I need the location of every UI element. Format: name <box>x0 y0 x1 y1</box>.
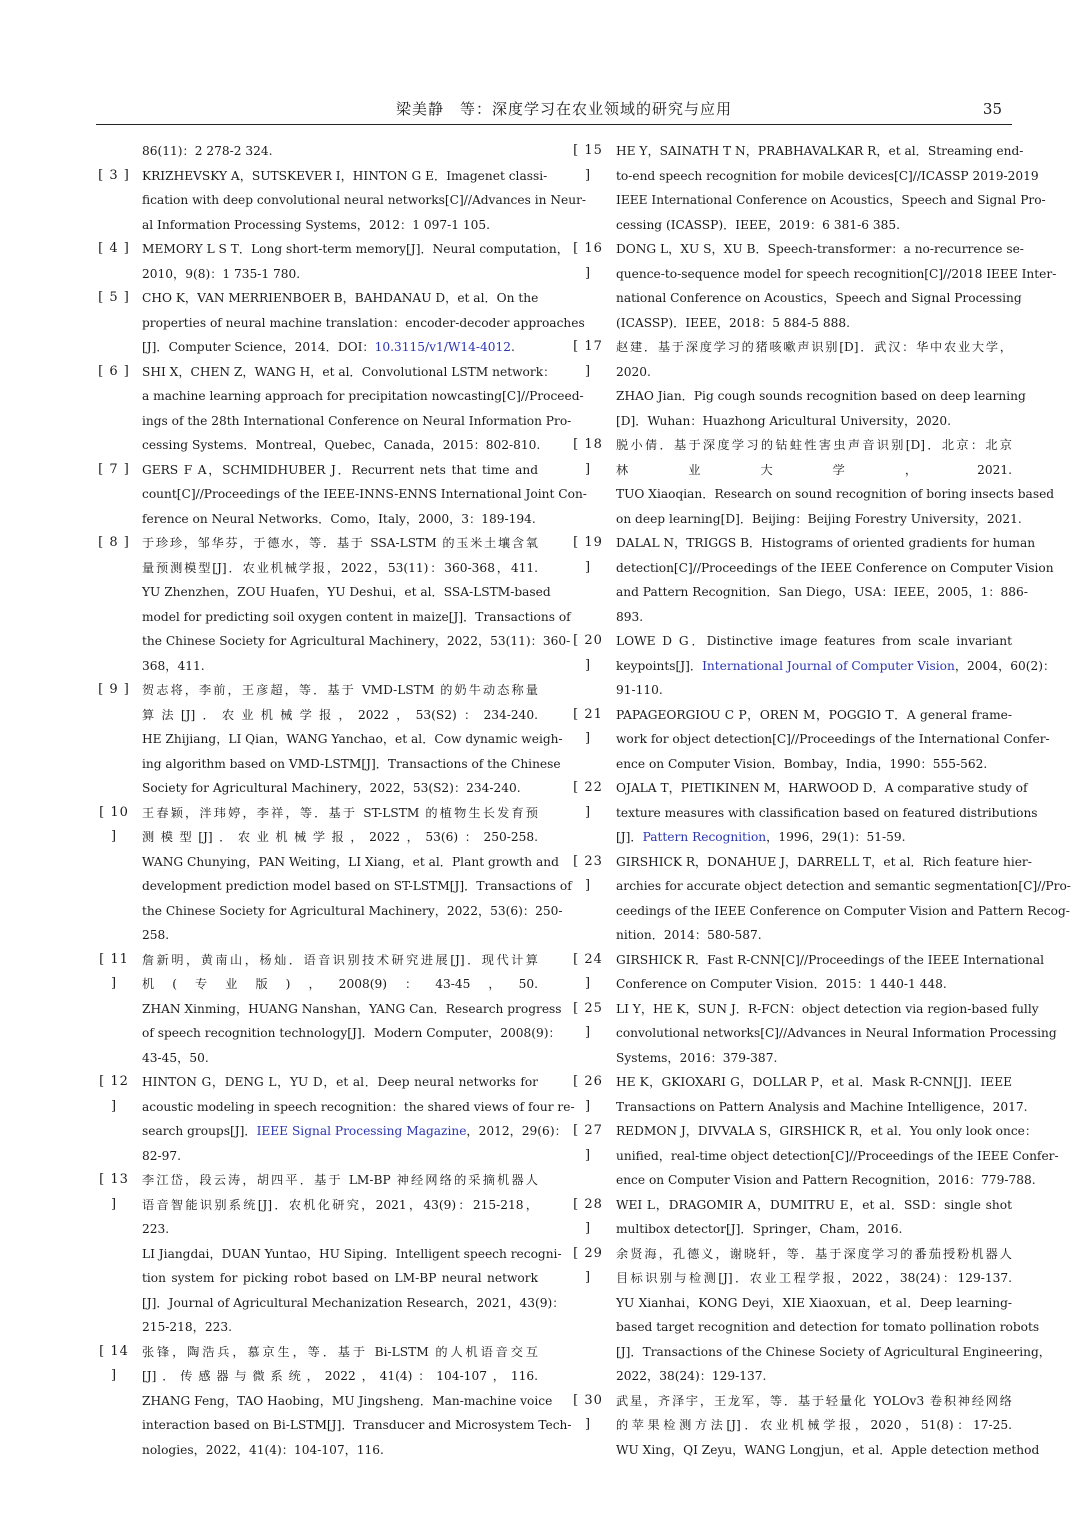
reference-text-line: 脱小倩．基于深度学习的钻蛀性害虫声音识别[D]．北京：北京 <box>616 438 1012 452</box>
reference-entry <box>96 139 538 164</box>
reference-text-line: Conference on Computer Vision．2015：1 440-1 448. <box>616 977 947 991</box>
reference-number: [ 15 ] <box>573 143 603 183</box>
reference-text-line: 91-110. <box>616 683 663 697</box>
reference-text-line: properties of neural machine translation：encoder-decoder approaches <box>142 315 585 330</box>
reference-entry <box>96 1340 572 1463</box>
reference-text-line: 量预测模型[J]．农业机械学报，2022，53(11)：360-368，411. <box>142 560 538 575</box>
reference-text-line: (ICASSP)．IEEE，2018：5 884-5 888. <box>616 315 850 330</box>
reference-text-line: 2020. <box>616 364 651 379</box>
page-header <box>96 96 1012 125</box>
reference-text-line: WANG Chunying，PAN Weiting，LI Xiang，et al．Plant growth and <box>142 854 559 869</box>
reference-text-line: tion system for picking robot based on LM-BP neural network <box>142 1271 538 1285</box>
reference-entry <box>570 335 1026 433</box>
reference-text-line: 的苹果检测方法[J]．农业机械学报，2020，51(8)：17-25. <box>616 1418 1012 1432</box>
reference-number: [ 21 ] <box>573 706 603 746</box>
reference-text-line: 王春颖，泮玮婷，李祥，等．基于 ST-LSTM 的植物生长发育预 <box>142 805 538 820</box>
reference-text-line: [J]．Computer Science，2014．DOI：10.3115/v1/W14-4012. <box>142 340 515 354</box>
reference-text-line: Society for Agricultural Machinery，2022，53(S2)：234-240. <box>142 781 521 795</box>
reference-number: [ 3 ] <box>98 167 130 183</box>
reference-text-line: texture measures with classification based on featured distributions <box>616 805 1038 820</box>
reference-text-line: the Chinese Society for Agricultural Machinery，2022，53(6)：250- <box>142 903 563 918</box>
reference-number: [ 26 ] <box>573 1074 603 1114</box>
reference-text-line: 李江岱，段云涛，胡四平．基于 LM-BP 神经网络的采摘机器人 <box>142 1173 538 1187</box>
reference-text-line: [J]．Journal of Agricultural Mechanization Research，2021，43(9)： <box>142 1295 565 1310</box>
reference-text-line: 43-45，50. <box>142 1050 209 1065</box>
reference-text-line: ZHAO Jian．Pig cough sounds recognition based on deep learning <box>616 389 1026 403</box>
reference-text-line: PAPAGEORGIOU C P，OREN M，POGGIO T．A general frame- <box>616 707 1012 722</box>
reference-entry <box>96 678 563 801</box>
reference-entry <box>96 164 587 238</box>
reference-entry <box>570 1119 1059 1193</box>
reference-text-line: HE K，GKIOXARI G，DOLLAR P，et al．Mask R-CNN[J]．IEEE <box>616 1075 1012 1089</box>
reference-text-line: unified，real-time object detection[C]//Proceedings of the IEEE Confer- <box>616 1148 1059 1163</box>
reference-text-line: development prediction model based on ST-LSTM[J]．Transactions of <box>142 879 572 893</box>
reference-number: [ 22 ] <box>573 780 603 820</box>
reference-text-line: fication with deep convolutional neural networks[C]//Advances in Neur- <box>142 193 587 207</box>
reference-text-line: 82-97. <box>142 1148 182 1163</box>
reference-entry <box>96 1070 575 1168</box>
reference-text-line: SHI X，CHEN Z，WANG H，et al．Convolutional LSTM network： <box>142 364 556 379</box>
reference-number: [ 27 ] <box>573 1123 603 1163</box>
reference-text-line: 张锋，陶浩兵，慕京生，等．基于 Bi-LSTM 的人机语音交互 <box>142 1344 538 1359</box>
reference-text-line: national Conference on Acoustics，Speech and Signal Processing <box>616 291 1022 305</box>
reference-text-line: LOWE D G．Distinctive image features from scale invariant <box>616 634 1012 648</box>
reference-text-line: 詹新明，黄南山，杨灿．语音识别技术研究进展[J]．现代计算 <box>142 952 538 967</box>
references-left-column <box>96 139 587 1462</box>
reference-text-line: the Chinese Society for Agricultural Machinery，2022，53(11)：360- <box>142 634 571 648</box>
reference-text-line: HE Zhijiang，LI Qian，WANG Yanchao，et al．Cow dynamic weigh- <box>142 732 563 746</box>
reference-link[interactable]: IEEE Signal Processing Magazine <box>256 1124 467 1138</box>
reference-number: [ 11 ] <box>99 951 129 991</box>
reference-entry <box>570 139 1046 237</box>
reference-text-line: 目标识别与检测[J]．农业工程学报，2022，38(24)：129-137. <box>616 1271 1012 1285</box>
reference-entry <box>570 850 1071 948</box>
reference-number: [ 6 ] <box>98 363 130 379</box>
reference-text-line: archies for accurate object detection and semantic segmentation[C]//Pro- <box>616 879 1071 893</box>
reference-text-line: HE Y，SAINATH T N，PRABHAVALKAR R，et al．Streaming end- <box>616 144 1024 158</box>
reference-text-line: multibox detector[J]．Springer，Cham，2016. <box>616 1222 903 1236</box>
reference-entry <box>570 531 1054 629</box>
reference-number: [ 24 ] <box>573 951 603 991</box>
reference-entry <box>570 948 1044 997</box>
reference-number: [ 17 ] <box>573 339 603 379</box>
reference-text-line: OJALA T，PIETIKINEN M，HARWOOD D．A comparative study of <box>616 781 1028 795</box>
reference-number: [ 4 ] <box>98 241 130 256</box>
reference-entry <box>96 360 584 458</box>
reference-text-line: YU Zhenzhen，ZOU Huafen，YU Deshui，et al．SSA-LSTM-based <box>142 585 551 599</box>
reference-text-line: 893. <box>616 609 644 624</box>
reference-entry <box>570 433 1055 531</box>
reference-entry <box>570 997 1057 1071</box>
reference-text-line: TUO Xiaoqian．Research on sound recognition of boring insects based <box>616 487 1055 501</box>
reference-number: [ 30 ] <box>573 1392 603 1432</box>
reference-text-line: Systems，2016：379-387. <box>616 1050 778 1065</box>
reference-text-line: IEEE International Conference on Acoustics，Speech and Signal Pro- <box>616 193 1046 207</box>
references-right-column <box>570 139 1071 1462</box>
reference-text-line: 于珍珍，邹华芬，于德水，等．基于 SSA-LSTM 的玉米土壤含氧 <box>142 536 538 550</box>
reference-text-line: LI Jiangdai，DUAN Yuntao，HU Siping．Intelligent speech recogni- <box>142 1246 562 1261</box>
reference-number: [ 7 ] <box>98 461 130 477</box>
reference-number: [ 13 ] <box>99 1172 129 1212</box>
reference-text-line: 368，411. <box>142 658 205 673</box>
reference-text-line: DALAL N，TRIGGS B．Histograms of oriented gradients for human <box>616 536 1036 550</box>
reference-text-line: nition．2014：580-587. <box>616 928 762 942</box>
reference-text-line: DONG L，XU S，XU B．Speech-transformer：a no-recurrence se- <box>616 242 1024 256</box>
reference-text-line: quence-to-sequence model for speech recognition[C]//2018 IEEE Inter- <box>616 266 1057 281</box>
reference-text-line: WU Xing，QI Zeyu，WANG Longjun，et al．Apple detection method <box>616 1442 1040 1457</box>
reference-entry <box>570 629 1056 703</box>
reference-text-line: 223. <box>142 1222 170 1236</box>
reference-entry <box>96 458 587 532</box>
reference-number: [ 8 ] <box>98 535 130 550</box>
reference-text-line: and Pattern Recognition．San Diego，USA：IEEE，2005，1：886- <box>616 585 1028 599</box>
reference-text-line: ZHAN Xinming，HUANG Nanshan，YANG Can．Research progress <box>142 1001 562 1016</box>
reference-text-line: [J]．Pattern Recognition，1996，29(1)：51-59. <box>616 830 906 844</box>
reference-entry <box>96 801 572 948</box>
reference-text-line: ings of the 28th International Conference on Neural Information Pro- <box>142 413 572 428</box>
reference-number: [ 12 ] <box>99 1074 129 1114</box>
reference-text-line: ference on Neural Networks．Como，Italy，2000，3：189-194. <box>142 511 536 526</box>
reference-number: [ 10 ] <box>99 804 129 844</box>
reference-number: [ 5 ] <box>98 290 130 305</box>
reference-text-line: convolutional networks[C]//Advances in Neural Information Processing <box>616 1026 1057 1040</box>
reference-number: [ 20 ] <box>573 633 603 673</box>
reference-number: [ 18 ] <box>573 437 603 477</box>
reference-text-line: 215-218，223. <box>142 1320 232 1334</box>
reference-entry <box>96 948 562 1071</box>
reference-text-line: KRIZHEVSKY A，SUTSKEVER I，HINTON G E．Imagenet classi- <box>142 168 548 183</box>
reference-text-line: based target recognition and detection for tomato pollination robots <box>616 1320 1040 1334</box>
reference-number: [ 16 ] <box>573 241 603 281</box>
reference-text-line: interaction based on Bi-LSTM[J]．Transducer and Microsystem Tech- <box>142 1418 572 1432</box>
reference-entry <box>570 703 1050 777</box>
reference-text-line: al Information Processing Systems，2012：1 097-1 105. <box>142 217 490 232</box>
page-number: 35 <box>982 100 1002 118</box>
reference-text-line: WEI L，DRAGOMIR A，DUMITRU E，et al．SSD：single shot <box>616 1197 1012 1212</box>
reference-entry <box>570 1193 1012 1242</box>
reference-link[interactable]: International Journal of Computer Vision <box>702 658 955 673</box>
reference-text-line: to-end speech recognition for mobile devices[C]//ICASSP 2019-2019 <box>616 168 1039 183</box>
reference-number: [ 28 ] <box>573 1196 603 1236</box>
reference-number: [ 9 ] <box>98 682 130 697</box>
reference-text-line: GIRSHICK R，DONAHUE J，DARRELL T，et al．Rich feature hier- <box>616 854 1032 869</box>
reference-number: [ 29 ] <box>573 1245 603 1285</box>
reference-text-line: 86(11)：2 278-2 324. <box>142 144 273 158</box>
reference-number: [ 19 ] <box>573 535 603 575</box>
reference-text-line: YU Xianhai，KONG Deyi，XIE Xiaoxuan，et al．Deep learning- <box>616 1295 1012 1310</box>
reference-text-line: ZHANG Feng，TAO Haobing，MU Jingsheng．Man-machine voice <box>142 1393 553 1408</box>
reference-text-line: [J]．传感器与微系统，2022，41(4)：104-107，116. <box>142 1369 538 1383</box>
reference-text-line: 余贤海，孔德义，谢晓轩，等．基于深度学习的番茄授粉机器人 <box>616 1246 1012 1261</box>
reference-text-line: 机(专业版)，2008(9)：43-45，50. <box>142 977 538 991</box>
running-title: 梁美静 等：深度学习在农业领域的研究与应用 <box>396 100 733 118</box>
reference-text-line: MEMORY L S T．Long short-term memory[J]．Neural computation， <box>142 242 569 256</box>
reference-text-line: Transactions on Pattern Analysis and Machine Intelligence，2017. <box>616 1099 1028 1114</box>
reference-text-line: LI Y，HE K，SUN J．R-FCN：object detection via region-based fully <box>616 1001 1039 1016</box>
reference-entry <box>96 286 585 360</box>
reference-link[interactable]: Pattern Recognition <box>642 830 767 844</box>
reference-text-line: HINTON G，DENG L，YU D，et al．Deep neural networks for <box>142 1075 538 1089</box>
reference-text-line: 赵建．基于深度学习的猪咳嗽声识别[D]．武汉：华中农业大学， <box>616 340 1012 354</box>
reference-entry <box>570 776 1038 850</box>
reference-number: [ 14 ] <box>99 1343 129 1383</box>
reference-text-line: GERS F A，SCHMIDHUBER J．Recurrent nets that time and <box>142 462 538 477</box>
reference-text-line: 258. <box>142 928 170 942</box>
reference-text-line: cessing (ICASSP)．IEEE，2019：6 381-6 385. <box>616 217 900 232</box>
reference-text-line: ence on Computer Vision．Bombay，India，1990：555-562. <box>616 756 988 771</box>
reference-text-line: 2010，9(8)：1 735-1 780. <box>142 266 301 281</box>
reference-text-line: 林业大学，2021. <box>616 462 1012 477</box>
reference-text-line: [D]．Wuhan：Huazhong Aricultural University，2020. <box>616 413 952 428</box>
reference-text-line: of speech recognition technology[J]．Modern Computer，2008(9)： <box>142 1026 561 1040</box>
reference-number: [ 23 ] <box>573 853 603 893</box>
reference-text-line: [J]．Transactions of the Chinese Society of Agricultural Engineering， <box>616 1344 1051 1359</box>
reference-entry <box>96 237 569 286</box>
reference-text-line: work for object detection[C]//Proceedings of the International Confer- <box>616 732 1050 746</box>
reference-text-line: 贺志将，李前，王彦超，等．基于 VMD-LSTM 的奶牛动态称量 <box>142 683 538 697</box>
reference-text-line: ceedings of the IEEE Conference on Computer Vision and Pattern Recog- <box>616 903 1070 918</box>
reference-text-line: count[C]//Proceedings of the IEEE-INNS-ENNS International Joint Con- <box>142 487 587 501</box>
reference-text-line: CHO K，VAN MERRIENBOER B，BAHDANAU D，et al．On the <box>142 291 539 305</box>
reference-entry <box>570 1389 1040 1463</box>
reference-entry <box>96 531 571 678</box>
reference-text-line: search groups[J]．IEEE Signal Processing Magazine，2012，29(6)： <box>142 1124 567 1138</box>
reference-text-line: 武星，齐泽宇，王龙军，等．基于轻量化 YOLOv3 卷积神经网络 <box>616 1393 1012 1408</box>
reference-text-line: ence on Computer Vision and Pattern Recognition，2016：779-788. <box>616 1173 1036 1187</box>
reference-entry <box>96 1168 565 1340</box>
reference-text-line: REDMON J，DIVVALA S，GIRSHICK R，et al．You only look once： <box>616 1124 1038 1138</box>
reference-text-line: nologies，2022，41(4)：104-107，116. <box>142 1442 384 1457</box>
reference-text-line: 测模型[J]．农业机械学报，2022，53(6)：250-258. <box>142 830 538 844</box>
reference-entry <box>570 1242 1051 1389</box>
reference-entry <box>570 237 1057 335</box>
reference-text-line: on deep learning[D]．Beijing：Beijing Forestry University，2021. <box>616 511 1022 526</box>
reference-number: [ 25 ] <box>573 1000 603 1040</box>
reference-link[interactable]: 10.3115/v1/W14-4012 <box>374 340 512 354</box>
reference-text-line: a machine learning approach for precipitation nowcasting[C]//Proceed- <box>142 389 584 403</box>
reference-text-line: 语音智能识别系统[J]．农机化研究，2021，43(9)：215-218， <box>142 1197 538 1212</box>
reference-text-line: 2022，38(24)：129-137. <box>616 1369 767 1383</box>
reference-text-line: detection[C]//Proceedings of the IEEE Conference on Computer Vision <box>616 560 1054 575</box>
reference-text-line: GIRSHICK R．Fast R-CNN[C]//Proceedings of the IEEE International <box>616 952 1044 967</box>
reference-text-line: model for predicting soil oxygen content in maize[J]．Transactions of <box>142 609 571 624</box>
reference-text-line: acoustic modeling in speech recognition：the shared views of four re- <box>142 1099 575 1114</box>
reference-text-line: keypoints[J]．International Journal of Computer Vision，2004，60(2)： <box>616 658 1056 673</box>
reference-text-line: cessing Systems．Montreal，Quebec，Canada，2015：802-810. <box>142 438 541 452</box>
reference-text-line: ing algorithm based on VMD-LSTM[J]．Transactions of the Chinese <box>142 756 561 771</box>
reference-entry <box>570 1070 1028 1119</box>
reference-text-line: 算法[J]．农业机械学报，2022，53(S2)：234-240. <box>142 707 538 722</box>
